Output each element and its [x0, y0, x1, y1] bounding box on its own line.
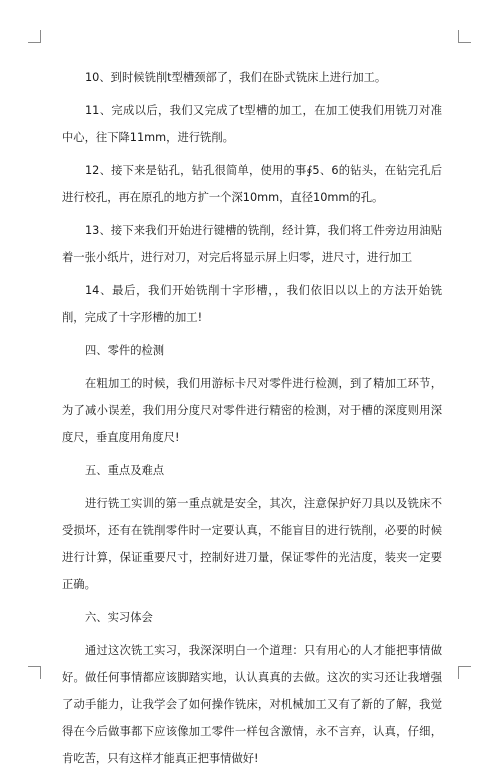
section-heading-inspection: 四、零件的检测 — [85, 344, 165, 357]
step-12-paragraph: 12、接下来是钻孔，钻孔很简单，使用的事∮5、6的钻头，在钻完孔后进行校孔，再在原孔的地方扩一个深10mm，直径10mm的孔。 — [62, 164, 442, 204]
step-10-paragraph: 10、到时候铣削t型槽颈部了，我们在卧式铣床上进行加工。 — [85, 71, 387, 84]
crop-mark-bottom-left — [28, 666, 41, 679]
inspection-paragraph: 在粗加工的时候，我们用游标卡尺对零件进行检测，到了精加工环节，为了减小误差，我们用分度尺对零件进行精密的检测，对于槽的深度则用深度尺，垂直度用角度尺! — [62, 377, 442, 444]
reflection-paragraph: 通过这次铣工实习，我深深明白一个道理：只有用心的人才能把事情做好。做任何事情都应该脚踏实地，认认真真的去做。这次的实习还让我增强了动手能力，让我学会了如何操作铣床，对机械加工又有了新的了解，我觉得在今后做事都下应该像加工零件一样包含激情，永不言弃，认真，仔细，肯吃苦，只有这样才能真正把事情做好! — [62, 644, 442, 765]
step-11-paragraph: 11、完成以后，我们又完成了t型槽的加工，在加工使我们用铣刀对准中心，往下降11mm，进行铣削。 — [62, 104, 442, 144]
crop-mark-bottom-right — [458, 666, 471, 679]
key-points-paragraph: 进行铣工实训的第一重点就是安全，其次，注意保护好刀具以及铣床不受损坏，还有在铣削零件时一定要认真，不能盲目的进行铣削，必要的时候进行计算，保证重要尺寸，控制好进刀量，保证零件的光洁度，装夹一定要正确。 — [62, 497, 442, 591]
section-heading-reflection: 六、实习体会 — [85, 611, 153, 624]
section-heading-key-points: 五、重点及难点 — [85, 464, 165, 477]
step-14-paragraph: 14、最后，我们开始铣削十字形槽，，我们依旧以以上的方法开始铣削，完成了十字形槽的加工! — [62, 284, 442, 324]
document-body — [62, 64, 442, 772]
crop-mark-top-right — [458, 30, 471, 43]
crop-mark-top-left — [28, 30, 41, 43]
step-13-paragraph: 13、接下来我们开始进行键槽的铣削，经计算，我们将工件旁边用油贴着一张小纸片，进行对刀，对完后将显示屏上归零，进尺寸，进行加工 — [62, 224, 442, 264]
